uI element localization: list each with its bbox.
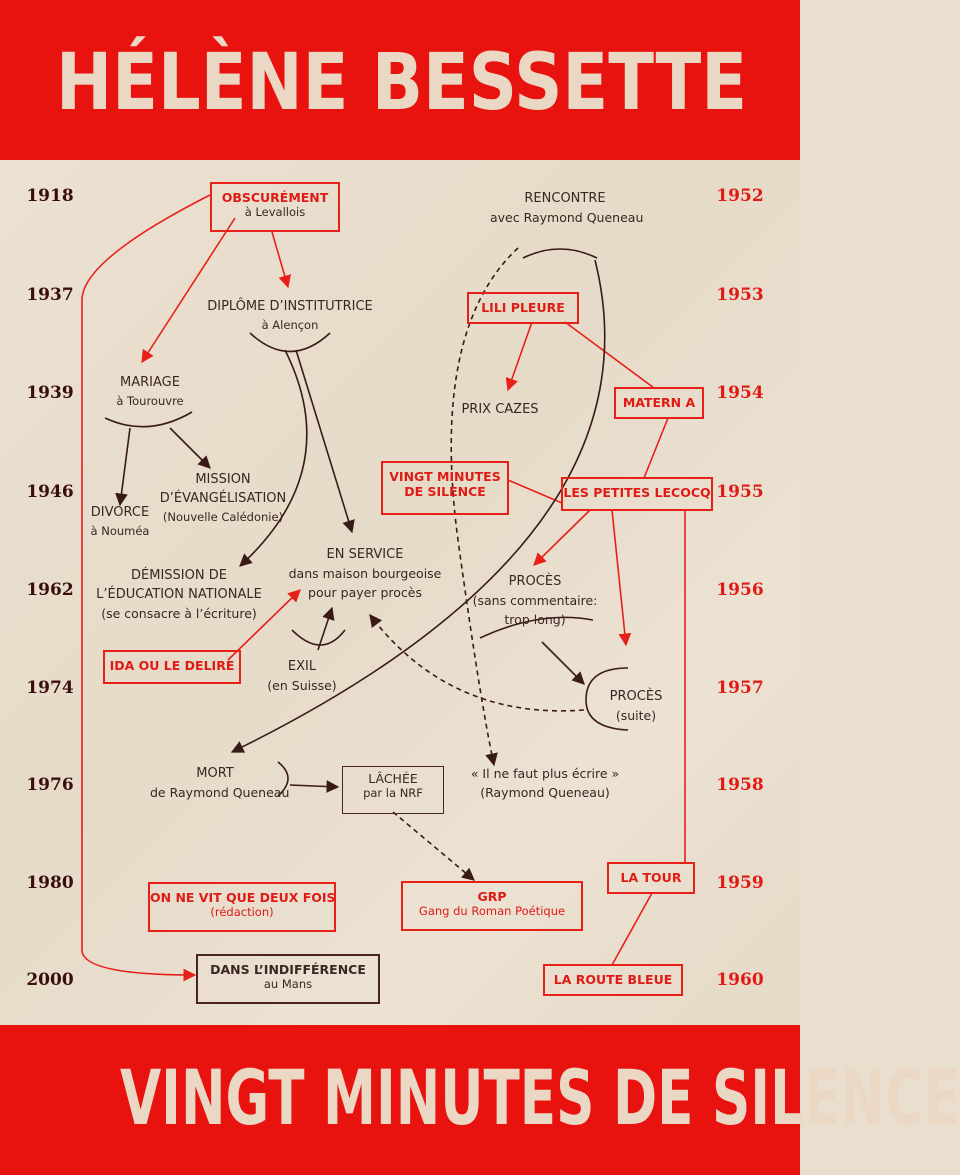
year-right-1952: 1952 bbox=[716, 186, 764, 206]
link-obscurement-to-diplome bbox=[272, 232, 288, 287]
book-matern-a bbox=[614, 387, 704, 419]
mort-sub: de Raymond Queneau bbox=[150, 785, 290, 800]
en-service-line2: dans maison bourgeoise bbox=[288, 566, 442, 581]
rencontre-title: RENCONTRE bbox=[524, 191, 606, 206]
year-left-1974: 1974 bbox=[26, 678, 74, 698]
poster-title: HÉLÈNE BESSETTE bbox=[56, 38, 748, 128]
exil-title: EXIL bbox=[287, 659, 317, 674]
link-mariage-mission bbox=[170, 428, 210, 468]
proces1-line2: (sans commentaire: bbox=[472, 593, 598, 608]
prix-cazes-title: PRIX CAZES bbox=[461, 402, 539, 417]
link-diplome-enservice bbox=[296, 350, 352, 532]
book-la-tour bbox=[607, 862, 695, 894]
en-service-line3: pour payer procès bbox=[308, 585, 422, 600]
event-prix-cazes bbox=[450, 400, 550, 419]
link-proces2-enservice bbox=[370, 615, 584, 711]
proces2-sub: (suite) bbox=[615, 708, 657, 723]
link-obscurement-to-mariage bbox=[142, 218, 235, 362]
exil-place: (en Suisse) bbox=[267, 678, 337, 693]
event-rencontre bbox=[490, 189, 644, 227]
link-mort-lachee bbox=[290, 785, 338, 787]
divorce-title: DIVORCE bbox=[90, 505, 150, 520]
diplome-title: DIPLÔME D’INSTITUTRICE bbox=[207, 299, 373, 314]
obscurement-place: à Levallois bbox=[244, 205, 306, 219]
ida-title: IDA OU LE DELIRE bbox=[109, 658, 235, 673]
link-latour-to-routebleue bbox=[612, 893, 652, 965]
link-lecocq-to-proces2 bbox=[612, 510, 626, 645]
event-exil bbox=[262, 657, 342, 695]
demission-line2: L’ÉDUCATION NATIONALE bbox=[96, 587, 262, 602]
book-lili-pleure bbox=[467, 292, 579, 324]
grp-title: GRP bbox=[477, 889, 507, 904]
mariage-title: MARIAGE bbox=[120, 375, 180, 390]
book-grp bbox=[401, 881, 583, 931]
mission-line1: MISSION bbox=[195, 472, 251, 487]
year-left-1980: 1980 bbox=[26, 873, 74, 893]
on-ne-vit-title: ON NE VIT QUE DEUX FOIS bbox=[150, 890, 336, 905]
year-left-1937: 1937 bbox=[26, 285, 74, 305]
year-left-1918: 1918 bbox=[26, 186, 74, 206]
en-service-title: EN SERVICE bbox=[326, 547, 404, 562]
diplome-place: à Alençon bbox=[261, 318, 319, 332]
quote-text: « Il ne faut plus écrire » bbox=[470, 766, 620, 781]
link-proces1-proces2 bbox=[542, 642, 584, 684]
matern-a-title: MATERN A bbox=[622, 395, 696, 410]
book-ida bbox=[103, 650, 241, 684]
event-divorce bbox=[80, 503, 160, 541]
grp-subtitle: Gang du Roman Poétique bbox=[418, 904, 566, 918]
route-bleue-title: LA ROUTE BLEUE bbox=[553, 972, 673, 987]
indifference-place: au Mans bbox=[263, 977, 313, 991]
mariage-place: à Tourouvre bbox=[116, 394, 184, 408]
year-left-1946: 1946 bbox=[26, 482, 74, 502]
event-proces-1 bbox=[460, 572, 610, 629]
rencontre-sub: avec Raymond Queneau bbox=[490, 210, 644, 225]
diplome-arc bbox=[250, 333, 330, 352]
book-petites-lecocq bbox=[561, 477, 713, 511]
year-right-1959: 1959 bbox=[716, 873, 764, 893]
book-vingt-minutes bbox=[381, 461, 509, 515]
book-route-bleue bbox=[543, 964, 683, 996]
mort-title: MORT bbox=[196, 766, 234, 781]
event-mort bbox=[150, 764, 290, 802]
event-demission bbox=[88, 566, 270, 623]
year-right-1958: 1958 bbox=[716, 775, 764, 795]
year-left-2000: 2000 bbox=[26, 970, 74, 990]
proces1-line3: trop long) bbox=[504, 612, 566, 627]
year-left-1976: 1976 bbox=[26, 775, 74, 795]
event-lachee bbox=[342, 766, 444, 814]
lachee-title: LÂCHÉE bbox=[368, 771, 418, 786]
year-right-1954: 1954 bbox=[716, 383, 764, 403]
quote-author: (Raymond Queneau) bbox=[480, 785, 610, 800]
year-right-1957: 1957 bbox=[716, 678, 764, 698]
link-diplome-demission bbox=[240, 350, 307, 566]
on-ne-vit-note: (rédaction) bbox=[210, 905, 274, 919]
mission-place: (Nouvelle Calédonie) bbox=[162, 510, 284, 524]
link-mariage-divorce bbox=[120, 428, 130, 505]
la-tour-title: LA TOUR bbox=[620, 870, 682, 885]
book-on-ne-vit bbox=[148, 882, 336, 932]
event-quote bbox=[460, 764, 630, 802]
year-right-1960: 1960 bbox=[716, 970, 764, 990]
year-left-1939: 1939 bbox=[26, 383, 74, 403]
obscurement-title: OBSCURÉMENT bbox=[221, 190, 329, 205]
divorce-place: à Nouméa bbox=[90, 524, 150, 538]
year-left-1962: 1962 bbox=[26, 580, 74, 600]
petites-lecocq-title: LES PETITES LECOCQ bbox=[563, 485, 711, 500]
proces2-title: PROCÈS bbox=[609, 689, 663, 704]
mission-line2: D’ÉVANGÉLISATION bbox=[159, 491, 287, 506]
link-vingt-to-lecocq bbox=[508, 480, 562, 503]
event-diplome bbox=[190, 297, 390, 335]
indifference-title: DANS L’INDIFFÉRENCE bbox=[210, 962, 366, 977]
event-proces-2 bbox=[596, 687, 676, 725]
year-right-1953: 1953 bbox=[716, 285, 764, 305]
event-indifference bbox=[196, 954, 380, 1004]
event-mariage bbox=[90, 373, 210, 411]
rencontre-arc bbox=[523, 249, 597, 258]
event-obscurement bbox=[210, 182, 340, 232]
demission-line1: DÉMISSION DE bbox=[131, 568, 227, 583]
event-mission bbox=[148, 470, 298, 527]
proces1-title: PROCÈS bbox=[508, 574, 562, 589]
poster-subtitle: VINGT MINUTES DE SILENCE bbox=[120, 1053, 960, 1142]
link-lachee-grp bbox=[393, 812, 474, 880]
link-lili-to-matern bbox=[565, 322, 654, 388]
vingt-minutes-line1: VINGT MINUTES bbox=[389, 469, 501, 484]
link-lili-to-prix bbox=[508, 322, 532, 390]
lili-pleure-title: LILI PLEURE bbox=[481, 300, 565, 315]
event-en-service bbox=[285, 545, 445, 602]
mariage-arc bbox=[105, 412, 192, 427]
vingt-minutes-line2: DE SILENCE bbox=[404, 484, 486, 499]
lachee-sub: par la NRF bbox=[363, 786, 423, 800]
link-matern-to-lecocq bbox=[644, 418, 668, 478]
exil-arc bbox=[292, 630, 345, 645]
year-right-1955: 1955 bbox=[716, 482, 764, 502]
year-right-1956: 1956 bbox=[716, 580, 764, 600]
demission-note: (se consacre à l’écriture) bbox=[101, 606, 257, 621]
